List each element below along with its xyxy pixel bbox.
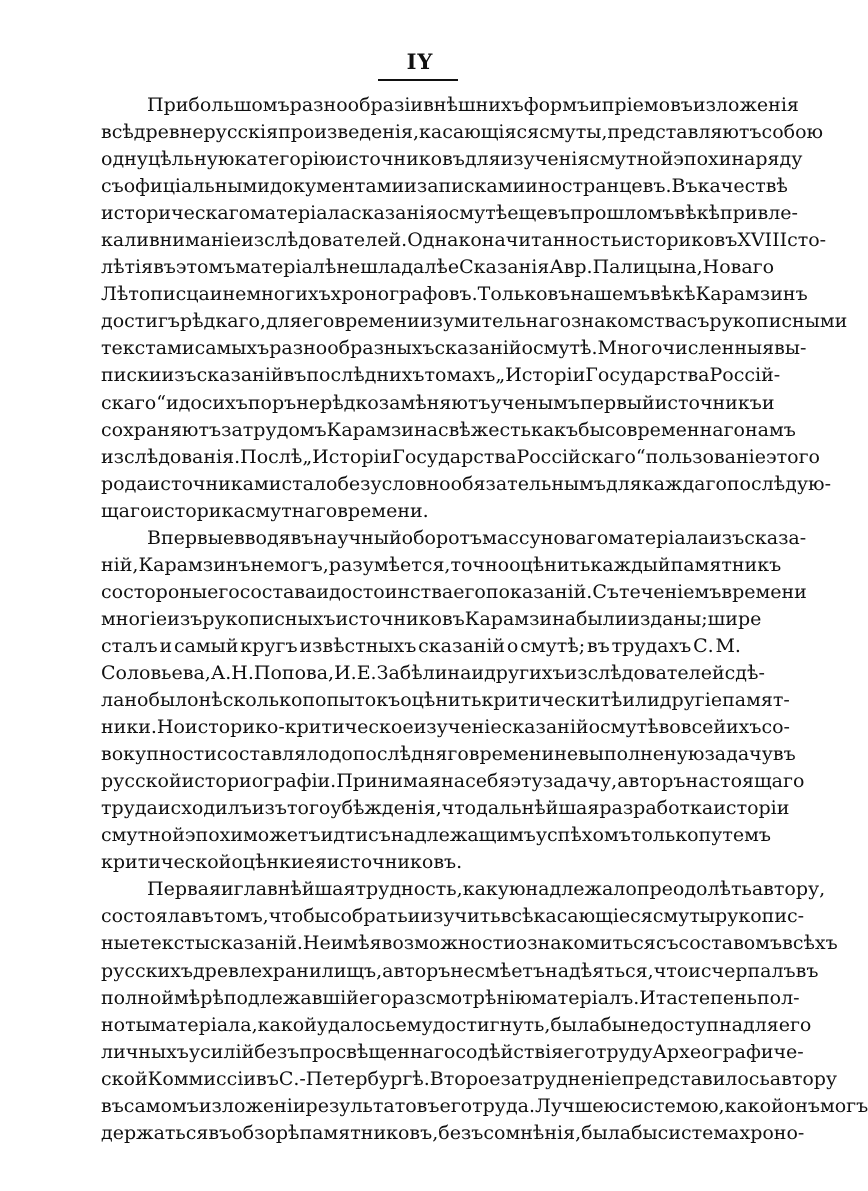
text-line: Лѣтописца и немногихъ хронографовъ. Только въ нашемъ вѣкѣ Карамзинъ	[101, 283, 808, 306]
text-line: текстами самыхъ разнообразныхъ сказаній о смутѣ. Многочисленныя вы-	[101, 337, 807, 360]
text-line: одну цѣльную категорію источниковъ для изученія смутной эпохи наряду	[101, 148, 803, 171]
text-line: ноты матеріала, какой удалось ему достигнуть, была бы недоступна для его	[101, 1013, 812, 1036]
text-line: щаго историка смутнаго времени.	[101, 499, 429, 522]
text-line: изслѣдованія. Послѣ „Исторіи Государства Россійскаго“ пользованіе этого	[101, 445, 820, 468]
text-line: со стороны его состава и достоинства его показаній. Съ теченіемъ времени	[101, 580, 807, 603]
text-line: состояла въ томъ, чтобы собрать и изучить всѣ касающіеся смуты рукопис-	[101, 905, 805, 928]
text-line: лѣтія въ этомъ матеріалѣ не шла далѣе Сказанія Авр. Палицына, Новаго	[101, 256, 775, 279]
text-line: кали вниманіе изслѣдователей. Однако начитанность историковъ XVIII сто-	[101, 229, 827, 252]
text-line: достигъ рѣдкаго, для его времени изумительнаго знакомства съ рукописными	[101, 310, 848, 333]
text-line: смутной эпохи можетъ идти съ надлежащимъ успѣхомъ только путемъ	[101, 824, 771, 847]
text-line: полной мѣрѣ подлежавшій его разсмотрѣнію матеріалъ. И та степень пол-	[101, 986, 800, 1009]
text-line: русской историографіи. Принимая на себя эту задачу, авторъ настоящаго	[101, 770, 805, 793]
text-line: писки изъ сказаній въ послѣднихъ томахъ „Исторіи Государства Россій-	[101, 364, 781, 387]
text-line: историческаго матеріала сказанія о смутѣ еще въ прошломъ вѣкѣ привле-	[101, 202, 798, 225]
text-line: многіе изъ рукописныхъ источниковъ Карамзина были изданы; шире	[101, 607, 762, 630]
text-line: вокупности составляло до послѣдняго времени невыполненую задачу въ	[101, 743, 796, 766]
text-line: лано было нѣсколько попытокъ оцѣнить критически тѣ или другіе памят-	[101, 689, 790, 712]
text-line: личныхъ усилій безъ просвѣщеннаго содѣйствія его труду Археографиче-	[101, 1040, 804, 1063]
text-line: Первая и главнѣйшая трудность, какую надлежало преодолѣть автору,	[147, 878, 826, 901]
text-line: сталъ и самый кругъ извѣстныхъ сказаній о смутѣ; въ трудахъ С. М.	[101, 634, 741, 657]
text-line: держаться въ обзорѣ памятниковъ, безъ сомнѣнія, была бы система хроно-	[101, 1121, 805, 1144]
page-number: IY	[406, 49, 434, 74]
text-line: въ самомъ изложеніи результатовъ его труда. Лучшею системою, какой онъ могъ	[101, 1094, 868, 1117]
text-line: труда исходилъ изъ того убѣжденія, что дальнѣйшая разработка исторіи	[101, 797, 790, 820]
text-line: ные тексты сказаній. Не имѣя возможности ознакомиться съ составомъ всѣхъ	[101, 932, 838, 955]
text-line: При большомъ разнообразіи внѣшнихъ формъ и пріемовъ изложенія	[147, 94, 799, 116]
text-line: съ офиціальными документами и записками иностранцевъ. Въ качествѣ	[101, 175, 788, 198]
text-line: ской Коммиссіи въ С.-Петербургѣ. Второе затрудненіе представилось автору	[101, 1067, 838, 1090]
text-line: Впервые вводя въ научный оборотъ массу новаго матеріала изъ сказа-	[147, 526, 807, 549]
text-line: рода источниками стало безусловно обязательнымъ для каждаго послѣдую-	[101, 472, 832, 495]
text-line: ній, Карамзинъ не могъ, разумѣется, точно оцѣнить каждый памятникъ	[101, 553, 782, 576]
text-line: скаго“ и до сихъ поръ нерѣдко замѣняютъ ученымъ первый источникъ и	[101, 391, 775, 414]
text-line: русскихъ древлехранилищъ, авторъ не смѣетъ надѣяться, что исчерпалъ въ	[101, 959, 819, 982]
body-text	[101, 92, 868, 1147]
text-line: критической оцѣнки ея источниковъ.	[101, 851, 463, 874]
text-line: сохраняютъ за трудомъ Карамзина свѣжесть какъ бы современнаго намъ	[101, 418, 796, 441]
header-rule	[378, 79, 458, 81]
text-line: Соловьева, А. Н. Попова, И. Е. Забѣлина и другихъ изслѣдователей сдѣ-	[101, 661, 765, 684]
text-line: всѣ древнерусскія произведенія, касающіяся смуты, представляютъ собою	[101, 121, 824, 144]
text-line: ники. Но историко-критическое изученіе сказаній о смутѣ во всей ихъ со-	[101, 716, 790, 739]
